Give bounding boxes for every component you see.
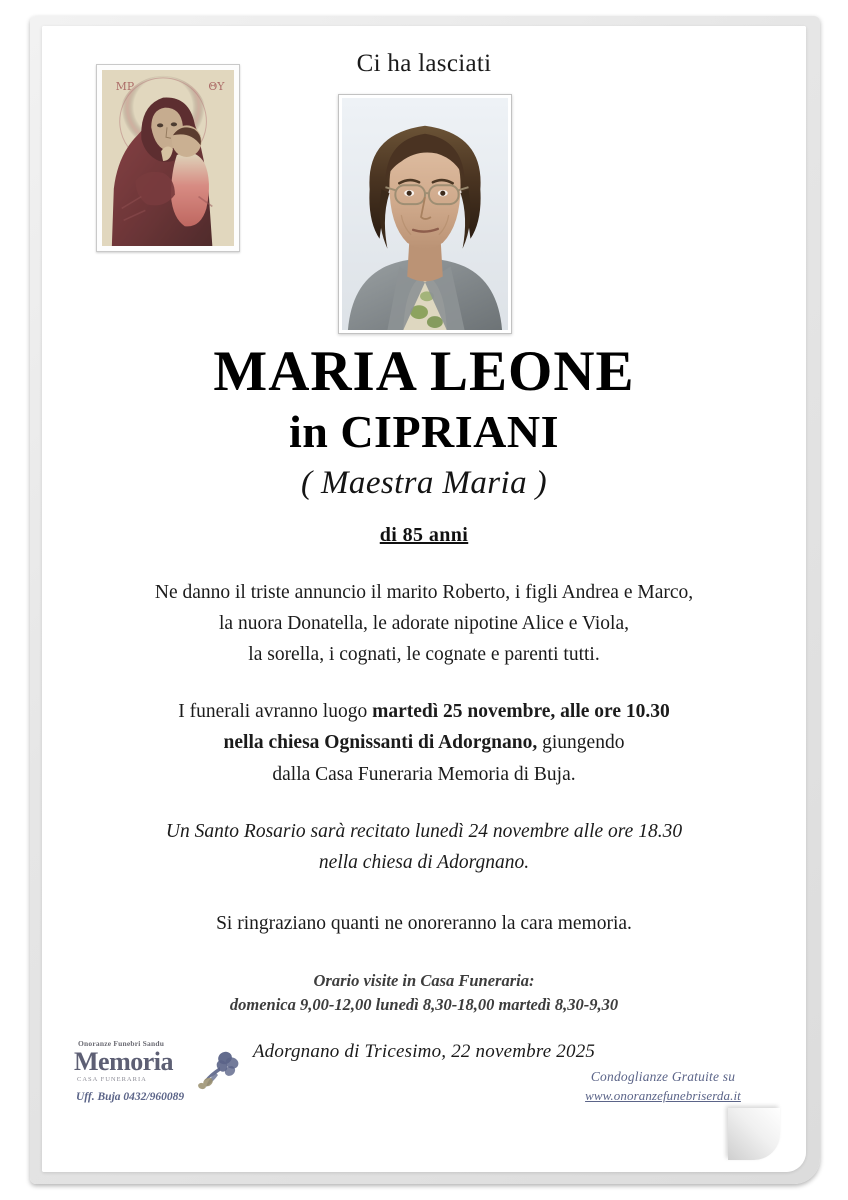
visiting-hours-title: Orario visite in Casa Funeraria: <box>313 971 535 991</box>
funeral-line-2-plain: giungendo <box>537 732 625 754</box>
funeral-line-1 <box>66 696 782 727</box>
deceased-nickname: ( Maestra Maria ) <box>300 464 548 501</box>
footer <box>66 1035 782 1131</box>
deceased-married-name: in CIPRIANI <box>288 405 560 457</box>
announcement-line-2: la nuora Donatella, le adorate nipotine Alice e Viola, <box>219 612 629 634</box>
condolences-block <box>548 1069 778 1104</box>
funeral-line-1-bold: martedì 25 novembre, alle ore 10.30 <box>372 701 670 723</box>
thanks-line-1: Si ringraziano quanti ne onoreranno la cara memoria. <box>216 913 632 935</box>
visiting-hours-value: domenica 9,00-12,00 lunedì 8,30-18,00 martedì 8,30-9,30 <box>229 995 619 1015</box>
logo-wordmark: Memoria <box>74 1047 174 1077</box>
funeral-line-2-bold: nella chiesa Ognissanti di Adorgnano, <box>223 732 538 754</box>
announcement-line-1: Ne danno il triste annuncio il marito Roberto, i figli Andrea e Marco, <box>154 581 694 603</box>
rosary-line-2: nella chiesa di Adorgnano. <box>318 852 530 874</box>
place-and-date: Adorgnano di Tricesimo, 22 novembre 2025 <box>252 1041 596 1063</box>
svg-text:ΜP: ΜP <box>115 79 135 93</box>
deceased-name: MARIA LEONE <box>213 340 635 403</box>
condolences-label: Condoglianze Gratuite su <box>590 1069 736 1085</box>
logo-phone: Uff. Buja 0432/960089 <box>76 1091 185 1104</box>
funeral-line-3: dalla Casa Funeraria Memoria di Buja. <box>272 763 576 785</box>
logo-subtitle: CASA FUNERARIA <box>77 1076 147 1084</box>
announcement-paragraph <box>66 577 782 671</box>
thanks-paragraph <box>66 908 782 939</box>
funeral-line-1-plain: I funerali avranno luogo <box>178 701 373 723</box>
deceased-portrait <box>342 98 508 330</box>
madonna-icon-frame <box>96 64 240 252</box>
funeral-line-2 <box>66 727 782 758</box>
card-content <box>42 26 806 1172</box>
portrait-frame <box>338 94 512 334</box>
rosary-paragraph <box>66 816 782 878</box>
lead-text: Ci ha lasciati <box>356 50 492 77</box>
condolences-url[interactable]: www.onoranzefunebriserda.it <box>585 1088 741 1104</box>
header-row <box>66 36 782 336</box>
svg-text:ΘY: ΘY <box>208 79 225 93</box>
announcement-line-3: la sorella, i cognati, le cognate e parenti tutti. <box>248 644 600 666</box>
logo-tagline: Onoranze Funebri Sandu <box>78 1039 165 1049</box>
madonna-icon <box>102 70 234 246</box>
deceased-age: di 85 anni <box>379 523 469 546</box>
rosary-line-1: Un Santo Rosario sarà recitato lunedì 24 novembre alle ore 18.30 <box>165 820 683 842</box>
funeral-paragraph <box>66 696 782 790</box>
visiting-hours-block <box>66 969 782 1017</box>
